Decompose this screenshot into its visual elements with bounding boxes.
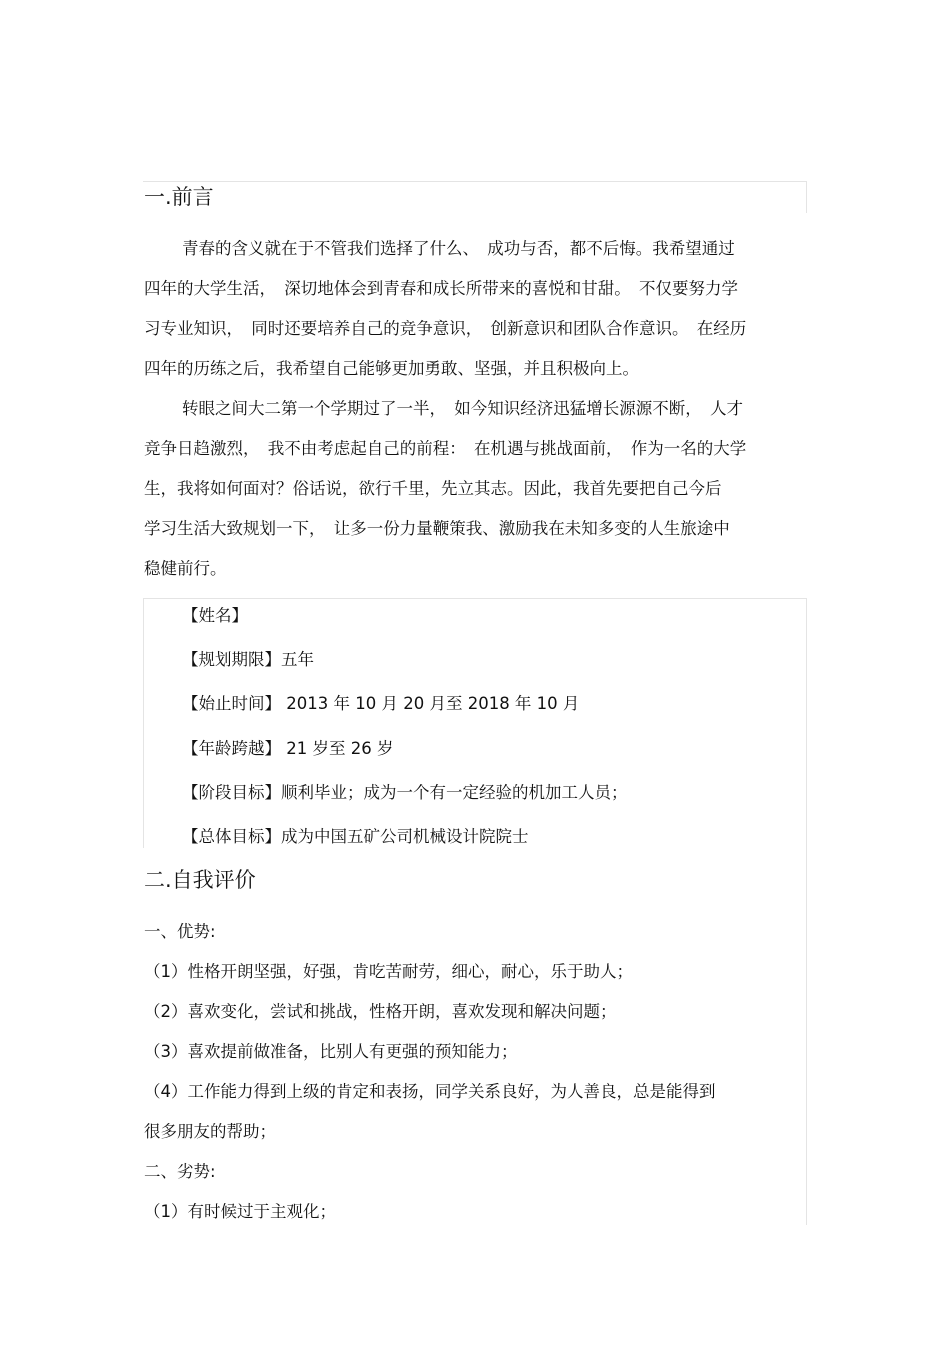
weaknesses-title: 二、劣势:: [144, 1162, 216, 1181]
right-frame-line-upper: [806, 181, 807, 213]
strengths-title: 一、优势:: [144, 922, 216, 941]
paragraph2-line: 转眼之间大二第一个学期过了一半， 如今知识经济迅猛增长源源不断， 人才: [182, 399, 743, 418]
paragraph1-line: 四年的大学生活， 深切地体会到青春和成长所带来的喜悦和甘甜。 不仅要努力学: [144, 279, 738, 298]
top-frame-line: [143, 181, 807, 182]
profile-overall-goal: 【总体目标】成为中国五矿公司机械设计院院士: [182, 827, 529, 846]
strength-item: （1）性格开朗坚强，好强，肯吃苦耐劳，细心，耐心，乐于助人；: [144, 962, 633, 981]
table-left-line: [143, 598, 144, 848]
strength-item: （4）工作能力得到上级的肯定和表扬，同学关系良好，为人善良，总是能得到: [144, 1082, 716, 1101]
profile-name: 【姓名】: [182, 606, 248, 625]
profile-age: 【年龄跨越】 21 岁至 26 岁: [182, 739, 394, 758]
profile-time: 【始止时间】 2013 年 10 月 20 月至 2018 年 10 月: [182, 694, 580, 713]
profile-stage-goal: 【阶段目标】顺利毕业；成为一个有一定经验的机加工人员；: [182, 783, 628, 802]
profile-period: 【规划期限】五年: [182, 650, 314, 669]
table-top-line: [143, 598, 807, 599]
paragraph2-line: 稳健前行。: [144, 559, 227, 578]
paragraph1-line: 习专业知识， 同时还要培养自己的竞争意识， 创新意识和团队合作意识。 在经历: [144, 319, 747, 338]
weakness-item: （1）有时候过于主观化；: [144, 1202, 336, 1221]
paragraph2-line: 生，我将如何面对？俗话说，欲行千里，先立其志。因此，我首先要把自己今后: [144, 479, 722, 498]
paragraph1-line: 四年的历练之后，我希望自己能够更加勇敢、坚强，并且积极向上。: [144, 359, 639, 378]
strength-item: 很多朋友的帮助；: [144, 1122, 276, 1141]
paragraph2-line: 学习生活大致规划一下， 让多一份力量鞭策我、激励我在未知多变的人生旅途中: [144, 519, 730, 538]
strength-item: （2）喜欢变化，尝试和挑战，性格开朗，喜欢发现和解决问题；: [144, 1002, 617, 1021]
strength-item: （3）喜欢提前做准备，比别人有更强的预知能力；: [144, 1042, 518, 1061]
section-heading-preface: 一.前言: [144, 185, 214, 209]
section-heading-self-evaluation: 二.自我评价: [144, 868, 256, 892]
paragraph1-line: 青春的含义就在于不管我们选择了什么、 成功与否，都不后悔。我希望通过: [182, 239, 735, 258]
paragraph2-line: 竞争日趋激烈， 我不由考虑起自己的前程： 在机遇与挑战面前， 作为一名的大学: [144, 439, 747, 458]
right-frame-line-lower: [806, 598, 807, 1225]
